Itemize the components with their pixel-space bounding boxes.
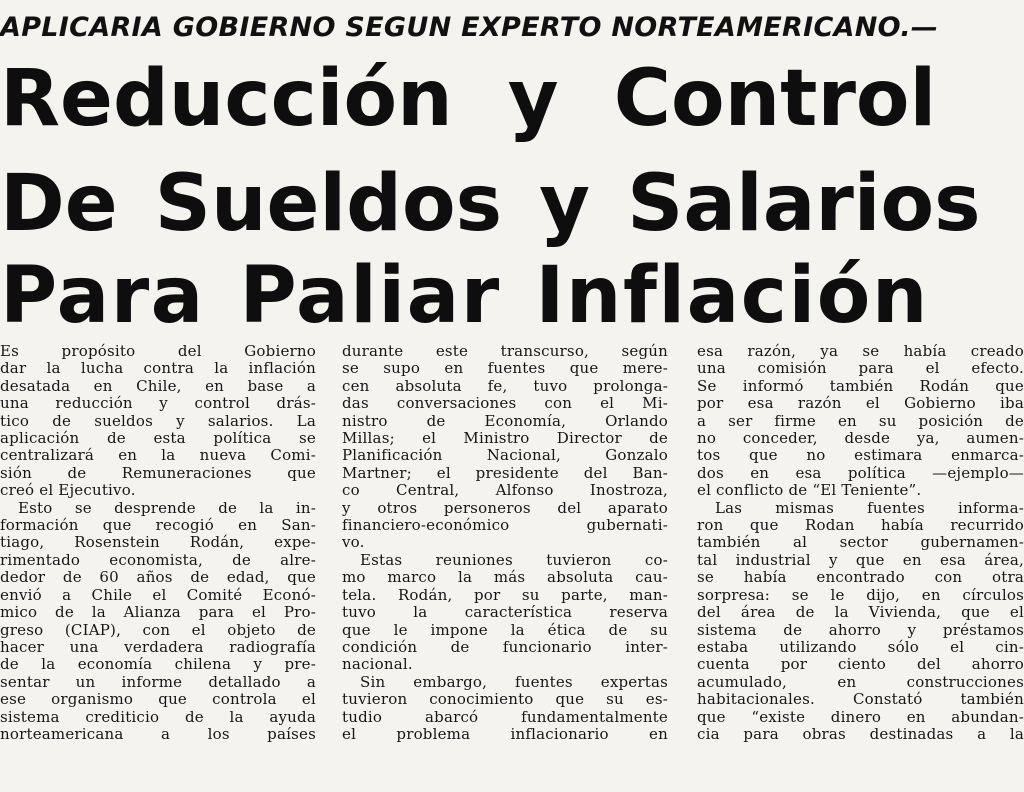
article-text-line: el conflicto de “El Teniente”. bbox=[697, 482, 922, 500]
article-text-line: sistema crediticio de la ayuda bbox=[0, 708, 316, 726]
article-text-line: que le impone la ética de su bbox=[342, 621, 668, 639]
article-text-line: mico de la Alianza para el Pro- bbox=[0, 604, 316, 622]
article-text-line: también al sector gubernamen- bbox=[697, 534, 1024, 552]
article-text-line: nacional. bbox=[342, 656, 413, 674]
headline-line-3: Para Paliar Inflación bbox=[0, 251, 929, 341]
article-text-line: Esto se desprende de la in- bbox=[18, 499, 316, 517]
article-text-line: ron que Rodan había recurrido bbox=[697, 517, 1024, 535]
article-text-line: durante este transcurso, según bbox=[342, 343, 668, 360]
article-text-line: co Central, Alfonso Inostroza, bbox=[342, 482, 668, 500]
article-column-1 bbox=[0, 343, 316, 743]
article-text-line: una reducción y control drás- bbox=[0, 395, 316, 413]
article-text-line: rimentado economista, de alre- bbox=[0, 551, 316, 569]
article-text-line: Las mismas fuentes informa- bbox=[715, 499, 1024, 517]
article-text-line: el problema inflacionario en bbox=[342, 725, 668, 743]
article-text-line: por esa razón el Gobierno iba bbox=[697, 395, 1024, 413]
article-text-line: y otros personeros del aparato bbox=[342, 499, 668, 517]
article-text-line: dar la lucha contra la inflación bbox=[0, 360, 316, 378]
headline-line-2: De Sueldos y Salarios bbox=[0, 159, 981, 249]
article-text-line: tos que no estimara enmarca- bbox=[697, 447, 1024, 465]
article-text-line: habitacionales. Constató también bbox=[697, 691, 1024, 709]
article-text-line: hacer una verdadera radiografía bbox=[0, 638, 316, 656]
article-text-line: acumulado, en construcciones bbox=[697, 673, 1024, 691]
article-column-3 bbox=[697, 343, 1024, 743]
article-text-line: creó el Ejecutivo. bbox=[0, 482, 136, 500]
article-text-line: nistro de Economía, Orlando bbox=[342, 412, 668, 430]
article-text-line: ese organismo que controla el bbox=[0, 691, 316, 709]
article-text-line: Se informó también Rodán que bbox=[697, 377, 1024, 395]
article-text-line: cia para obras destinadas a la bbox=[697, 725, 1024, 743]
article-text-line: norteamericana a los países bbox=[0, 725, 316, 743]
article-text-line: del área de la Vivienda, que el bbox=[697, 604, 1024, 622]
article-column-2 bbox=[342, 343, 668, 743]
article-text-line: condición de funcionario inter- bbox=[342, 638, 668, 656]
article-text-line: tiago, Rosenstein Rodán, expe- bbox=[0, 534, 316, 552]
article-text-line: tal industrial y que en esa área, bbox=[697, 551, 1024, 569]
article-text-line: sorpresa: se le dijo, en círculos bbox=[697, 586, 1024, 604]
article-text-line: dedor de 60 años de edad, que bbox=[0, 569, 316, 587]
article-text-line: sentar un informe detallado a bbox=[0, 673, 316, 691]
article-text-line: tela. Rodán, por su parte, man- bbox=[342, 586, 668, 604]
article-text-line: vo. bbox=[342, 534, 365, 552]
article-text-line: Millas; el Ministro Director de bbox=[342, 430, 668, 448]
article-text-line: financiero-económico gubernati- bbox=[342, 517, 668, 535]
article-text-line: tuvo la característica reserva bbox=[342, 604, 668, 622]
article-text-line: sistema de ahorro y préstamos bbox=[697, 621, 1024, 639]
article-text-line: tudio abarcó fundamentalmente bbox=[342, 708, 668, 726]
article-text-line: centralizará en la nueva Comi- bbox=[0, 447, 316, 465]
article-text-line: Sin embargo, fuentes expertas bbox=[360, 673, 668, 691]
article-text-line: no conceder, desde ya, aumen- bbox=[697, 430, 1024, 448]
article-text-line: Es propósito del Gobierno bbox=[0, 343, 316, 360]
article-text-line: das conversaciones con el Mi- bbox=[342, 395, 668, 413]
article-text-line: Martner; el presidente del Ban- bbox=[342, 464, 668, 482]
article-text-line: se supo en fuentes que mere- bbox=[342, 360, 668, 378]
article-text-line: se había encontrado con otra bbox=[697, 569, 1024, 587]
article-text-line: Planificación Nacional, Gonzalo bbox=[342, 447, 668, 465]
article-text-line: de la economía chilena y pre- bbox=[0, 656, 316, 674]
article-text-line: sión de Remuneraciones que bbox=[0, 464, 316, 482]
article-text-line: tico de sueldos y salarios. La bbox=[0, 412, 316, 430]
article-text-line: cuenta por ciento del ahorro bbox=[697, 656, 1024, 674]
headline-line-1: Reducción y Control bbox=[0, 54, 937, 144]
article-text-line: desatada en Chile, en base a bbox=[0, 377, 316, 395]
article-text-line: estaba utilizando sólo el cin- bbox=[697, 638, 1024, 656]
article-text-line: que “existe dinero en abundan- bbox=[697, 708, 1024, 726]
article-text-line: a ser firme en su posición de bbox=[697, 412, 1024, 430]
article-text-line: aplicación de esta política se bbox=[0, 430, 316, 448]
article-text-line: formación que recogió en San- bbox=[0, 517, 316, 535]
article-text-line: Estas reuniones tuvieron co- bbox=[360, 551, 668, 569]
article-text-line: tuvieron conocimiento que su es- bbox=[342, 691, 668, 709]
article-text-line: cen absoluta fe, tuvo prolonga- bbox=[342, 377, 668, 395]
article-text-line: greso (CIAP), con el objeto de bbox=[0, 621, 316, 639]
article-text-line: una comisión para el efecto. bbox=[697, 360, 1024, 378]
article-kicker: APLICARIA GOBIERNO SEGUN EXPERTO NORTEAMERICANO.— bbox=[0, 12, 939, 43]
article-text-line: dos en esa política —ejemplo— bbox=[697, 464, 1024, 482]
article-text-line: mo marco la más absoluta cau- bbox=[342, 569, 668, 587]
article-text-line: envió a Chile el Comité Econó- bbox=[0, 586, 316, 604]
article-text-line: esa razón, ya se había creado bbox=[697, 343, 1024, 360]
